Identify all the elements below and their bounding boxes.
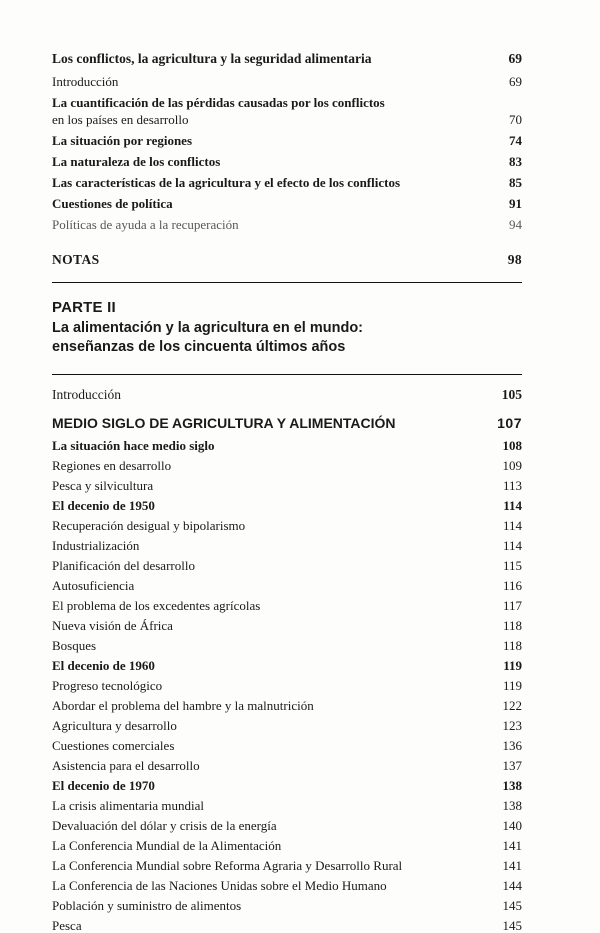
table-of-contents (52, 52, 522, 932)
toc-entry-label: Asistencia para el desarrollo (52, 757, 200, 773)
toc-row (52, 134, 522, 147)
toc-entry-label: NOTAS (52, 251, 100, 267)
toc-entry-page: 108 (502, 437, 522, 453)
toc-row (52, 759, 522, 772)
toc-entry-page: 138 (502, 797, 522, 813)
toc-row (52, 859, 522, 872)
toc-entry-page: 145 (502, 897, 522, 913)
toc-entry-page: 122 (502, 697, 522, 713)
toc-row (52, 559, 522, 572)
toc-row (52, 779, 522, 792)
toc-entry-page: 141 (502, 837, 522, 853)
toc-entry-page: 136 (502, 737, 522, 753)
toc-entry-page: 98 (507, 251, 522, 267)
toc-entry-label: La crisis alimentaria mundial (52, 797, 204, 813)
toc-section-heading (52, 416, 522, 430)
toc-entry-label: Políticas de ayuda a la recuperación (52, 216, 239, 232)
toc-entry-page: 140 (502, 817, 522, 833)
toc-entry-page: 109 (502, 457, 522, 473)
part-divider-top (52, 282, 522, 283)
toc-entry-label: Bosques (52, 637, 97, 653)
toc-row (52, 919, 522, 932)
toc-entry-label: La Conferencia Mundial sobre Reforma Agraria y Desarrollo Rural (52, 857, 403, 873)
toc-entry-page: 123 (502, 717, 522, 733)
toc-entry-page: 138 (502, 777, 522, 793)
toc-entry-label: La Conferencia Mundial de la Alimentación (52, 837, 282, 853)
toc-row (52, 799, 522, 812)
toc-entry-label: Planificación del desarrollo (52, 557, 195, 573)
toc-entry-label: Industrialización (52, 537, 140, 553)
toc-entry-label: Devaluación del dólar y crisis de la energía (52, 817, 277, 833)
toc-row (52, 75, 522, 88)
toc-row (52, 699, 522, 712)
toc-row (52, 459, 522, 472)
toc-row (52, 155, 522, 168)
toc-entry-label: La situación hace medio siglo (52, 437, 215, 453)
toc-row-introduction (52, 388, 522, 402)
toc-row (52, 659, 522, 672)
toc-entry-page: 119 (502, 677, 522, 693)
toc-row (52, 539, 522, 552)
toc-entry-label: Cuestiones comerciales (52, 737, 175, 753)
toc-row (52, 819, 522, 832)
toc-notes-row (52, 253, 522, 267)
toc-entry-page: 113 (502, 477, 522, 493)
toc-entry-label: La situación por regiones (52, 132, 193, 148)
toc-row (52, 899, 522, 912)
toc-entry-label: Los conflictos, la agricultura y la seguridad alimentaria (52, 51, 372, 66)
toc-entry-label: MEDIO SIGLO DE AGRICULTURA Y ALIMENTACIÓN (52, 414, 396, 431)
toc-row (52, 218, 522, 231)
toc-entry-label: El decenio de 1970 (52, 777, 155, 793)
toc-row (52, 579, 522, 592)
toc-entry-page: 115 (502, 557, 522, 573)
toc-entry-page: 137 (502, 757, 522, 773)
toc-entry-page: 118 (502, 617, 522, 633)
toc-row (52, 499, 522, 512)
toc-row (52, 679, 522, 692)
toc-row-continuation (52, 113, 522, 126)
toc-row (52, 639, 522, 652)
toc-entry-label: Abordar el problema del hambre y la malnutrición (52, 697, 314, 713)
toc-entry-page: 114 (502, 537, 522, 553)
part-subtitle-line2: enseñanzas de los cincuenta últimos años (52, 338, 346, 355)
toc-entry-page: 114 (502, 517, 522, 533)
toc-entry-page: 145 (502, 917, 522, 933)
toc-row (52, 599, 522, 612)
toc-entry-label: Pesca y silvicultura (52, 477, 154, 493)
toc-entry-label: Las características de la agricultura y el efecto de los conflictos (52, 174, 401, 190)
toc-entry-page: 107 (497, 414, 522, 431)
toc-entry-page: 85 (509, 174, 522, 190)
toc-row (52, 96, 522, 109)
toc-entry-label: Población y suministro de alimentos (52, 897, 242, 913)
toc-entry-page: 116 (502, 577, 522, 593)
toc-entry-page: 141 (502, 857, 522, 873)
toc-entry-page: 105 (501, 387, 522, 403)
toc-entry-label: Progreso tecnológico (52, 677, 163, 693)
toc-row (52, 879, 522, 892)
toc-entry-page: 119 (503, 657, 522, 673)
part-title: PARTE II (52, 299, 116, 316)
toc-entry-page: 69 (508, 51, 522, 66)
toc-entry-label: La naturaleza de los conflictos (52, 153, 221, 169)
toc-row (52, 176, 522, 189)
toc-entry-label: Introducción (52, 387, 121, 403)
toc-entry-page: 69 (509, 73, 522, 89)
toc-entry-label: Cuestiones de política (52, 195, 173, 211)
toc-entry-label: El decenio de 1960 (52, 657, 155, 673)
toc-row (52, 839, 522, 852)
toc-row (52, 719, 522, 732)
toc-entry-page: 117 (502, 597, 522, 613)
toc-entry-page: 144 (502, 877, 522, 893)
toc-entry-label: El decenio de 1950 (52, 497, 155, 513)
toc-entry-label: El problema de los excedentes agrícolas (52, 597, 261, 613)
toc-row (52, 739, 522, 752)
toc-row (52, 439, 522, 452)
toc-entry-label: La cuantificación de las pérdidas causadas por los conflictos (52, 94, 385, 110)
toc-entry-page: 91 (509, 195, 522, 211)
toc-entry-label: Nueva visión de África (52, 617, 173, 633)
toc-entry-page: 70 (509, 111, 522, 127)
toc-entry-label: Regiones en desarrollo (52, 457, 172, 473)
toc-entry-page: 94 (509, 216, 522, 232)
part-subtitle-line1: La alimentación y la agricultura en el mundo: (52, 320, 364, 336)
toc-entry-label: Agricultura y desarrollo (52, 717, 177, 733)
toc-entry-label: Recuperación desigual y bipolarismo (52, 517, 246, 533)
part-two-header (52, 299, 522, 356)
toc-row (52, 197, 522, 210)
toc-entry-page: 83 (509, 153, 522, 169)
toc-entry-page: 118 (502, 637, 522, 653)
part-divider-bottom (52, 374, 522, 375)
toc-entry-page: 74 (509, 132, 522, 148)
toc-entry-label: La Conferencia de las Naciones Unidas sobre el Medio Humano (52, 877, 387, 893)
toc-row (52, 479, 522, 492)
toc-row (52, 619, 522, 632)
toc-entry-page: 114 (503, 497, 522, 513)
toc-entry-label: Autosuficiencia (52, 577, 135, 593)
toc-entry-label: Pesca (52, 917, 82, 933)
toc-section-heading (52, 52, 522, 66)
toc-row (52, 519, 522, 532)
toc-entry-label: Introducción (52, 73, 119, 89)
toc-entry-label-continued: en los países en desarrollo (52, 111, 189, 127)
